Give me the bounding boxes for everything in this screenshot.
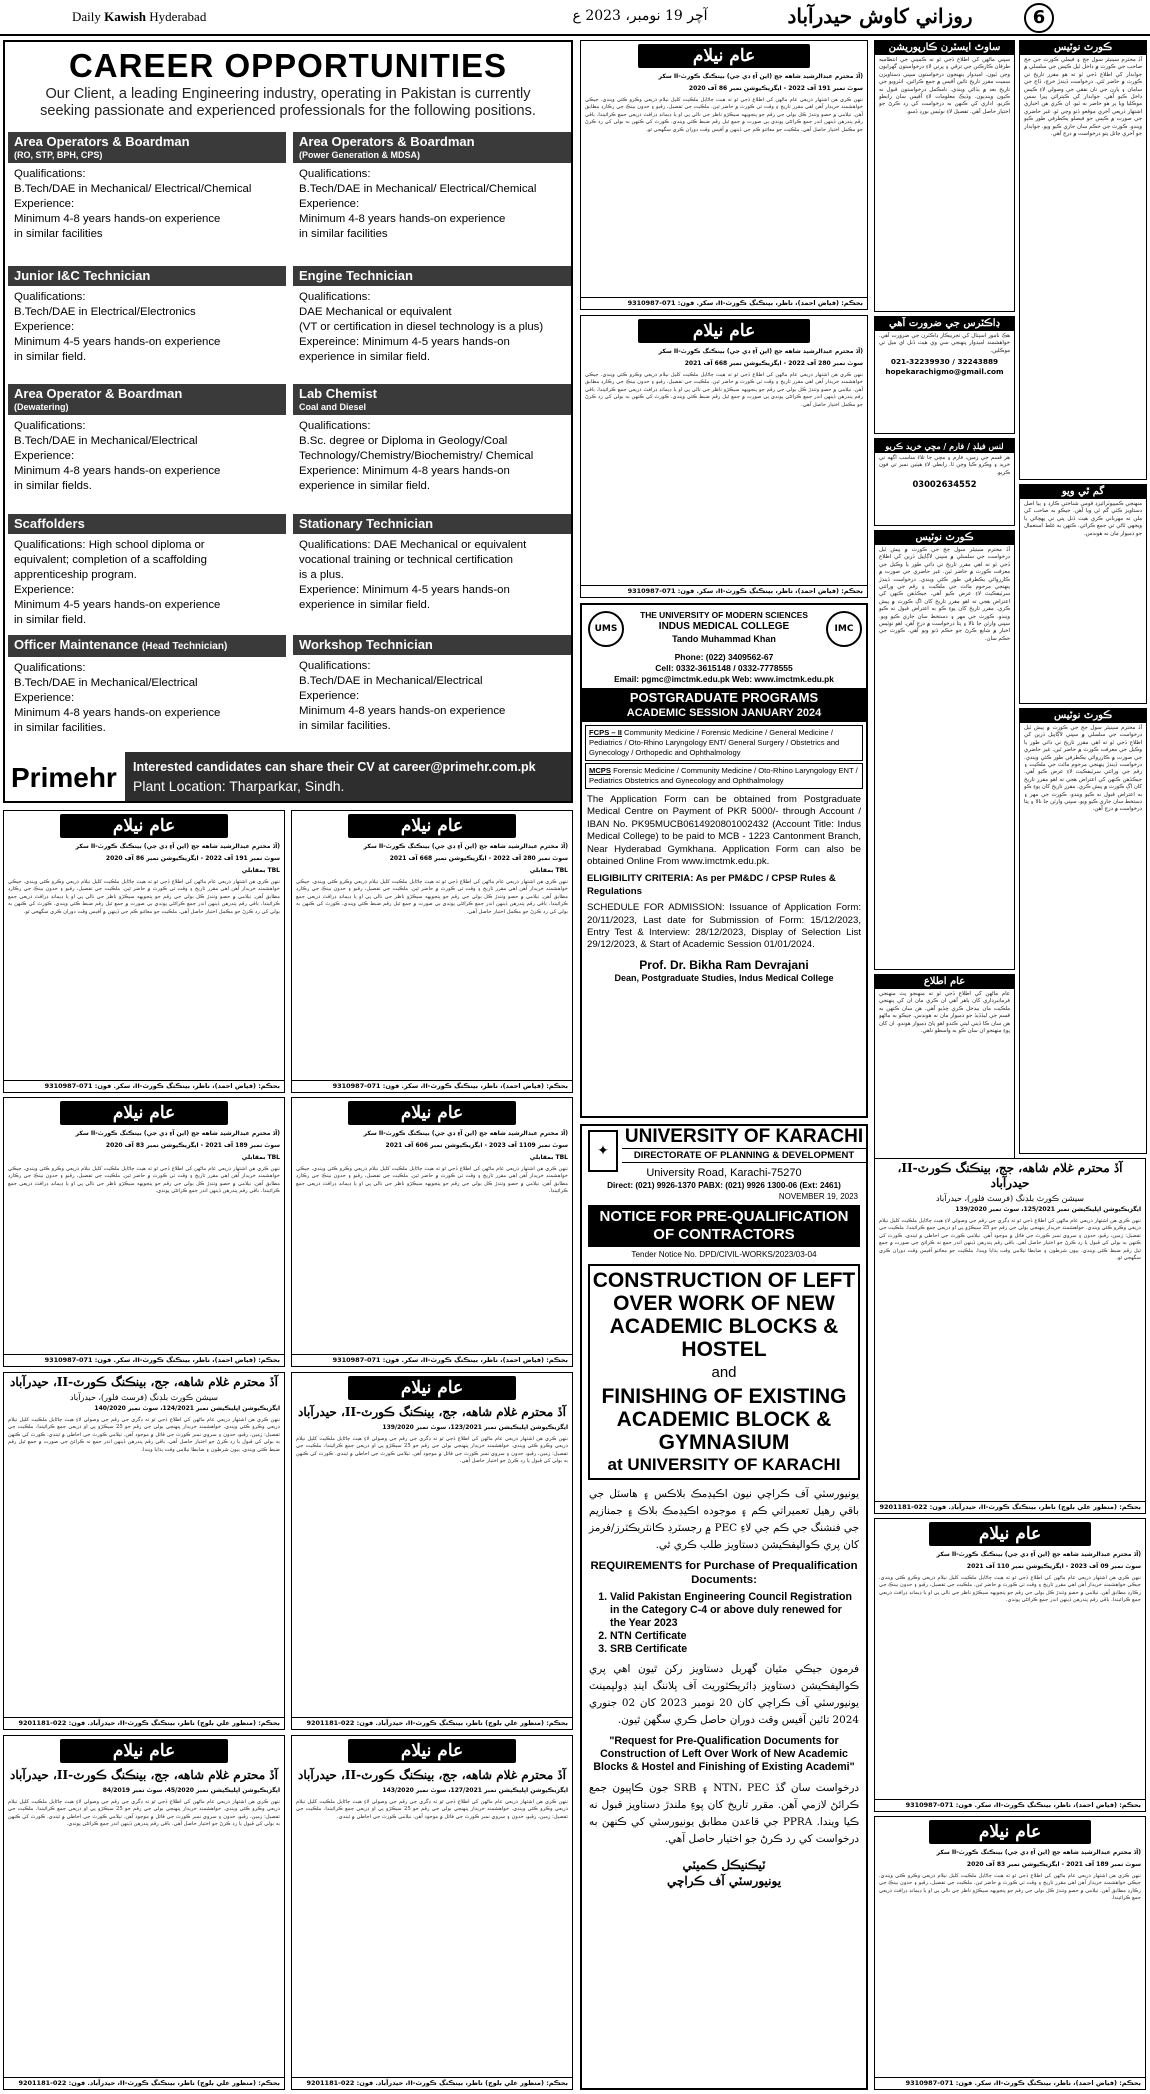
classified-phone: 03002634552 [912,479,977,490]
classified-heading: ڪورٽ نوٽيس [1020,709,1146,723]
classified-heading: عام اطلاع [875,975,1014,989]
auction-notice [580,315,868,598]
uok-work-and: and [711,1364,737,1381]
auction-footer: بحڪم: (فياض احمد)، ناظر، بينڪنگ ڪورٽ-II، سکر. فون: 071-9310987 [581,297,867,309]
job-title: Stationary Technician [293,514,571,534]
imc-crest-icon: IMC [826,611,862,647]
auction-heading: عام نيلام [929,1820,1091,1844]
job-card [293,635,571,738]
job-body: Qualifications: B.Tech/DAE in Mechanical/ Electrical/Chemical Experience: Minimum 4-8 years hands-on experience in similar facilities [299,168,537,240]
uok-req-item: 3. SRB Certificate [610,1643,858,1656]
auction-body: ننهن ڪري هن اشتهار ذريعي عام ماڻهن کي اطلاع ڏجي ٿو ته هيٺ ڄاڻايل ملڪيت کليل نيلام ذريعي وڪرو ڪئي ويندي. جيڪي خواهشمند خريدار آهن اهي مقرر تاريخ ۽ وقت تي ڪورٽ ۾ حاضر ٿين. ملڪيت جي تفصيل، رقبو ۽ حدون بينڪ جي رڪارڊ مطابق آهن. نيلامي ۾ حصو وٺندڙ ڪل بولي جي رقم جو پنجويهه سيڪڙو ناظر جي نالي پي او يا ڊيمانڊ ڊرافٽ ذريعي جمع ڪرائيندا. باقي رقم پندرهن ڏينهن اندر جمع ڪرائڻي پوندي. [879,1575,1141,1604]
job-body: Qualifications: DAE Mechanical or equivalent (VT or certification in diesel technology is a plus) Expereince: Minimum 4-5 years hands-on experience in similar field. [299,291,544,363]
auction-notice [3,1097,285,1367]
auction-body: ننهن ڪري هن اشتهار ذريعي عام ماڻهن کي اطلاع ڏجي ٿو ته هيٺ ڄاڻايل ملڪيت کليل نيلام ذريعي وڪرو ڪئي ويندي. جيڪي خواهشمند خريدار آهن اهي مقرر تاريخ ۽ وقت تي ڪورٽ ۾ حاضر ٿين. ملڪيت جي تفصيل، رقبو ۽ حدون بينڪ جي رڪارڊ مطابق آهن. نيلامي ۾ حصو وٺندڙ ڪل بولي جي رقم جو پنجويهه سيڪڙو ناظر جي نالي پي او يا ڊيمانڊ ڊرافٽ ذريعي جمع ڪرائيندا. باقي رقم پندرهن ڏينهن اندر جمع ڪرائڻي پوندي ٻي صورت ۾ جمع ٿيل رقم ضبط ڪئي ويندي. ڪورٽ کي ڪنهن به بولي کي رد ڪرڻ جو مڪمل اختيار حاصل آهي. ملڪيت جو معائنو ڪم جي ڏينهن ۾ آفيس وقت دوران ڪري سگهجي ٿو. [585,97,863,133]
auction-heading: عام نيلام [348,1739,516,1763]
uok-req-list [582,1589,866,1658]
classified-body: آڏ محترم سينيئر سول جج جي ڪورٽ ۾ پيش ٿيل درخواست جي سلسلي ۾ سڀني لاڳاپيل ڌرين کي اطلاع ڏجي ٿو ته اهي مقرر تاريخ تي ذاتي طور يا وڪيل جي معرفت ڪورٽ ۾ حاضر ٿين. غير حاضري جي صورت ۾ ڪارروائي يڪطرفي طور ڪئي ويندي. درخواست ڏيندڙ پنهنجي مرحوم مائٽ جي ملڪيت ۽ رقم جي وراثتي سرٽيفڪيٽ لاءِ عرض ڪيو آهي. جيڪڏهن ڪنهن کي اعتراض هجي ته اهو مقرر تاريخ کان اڳ ڪورٽ ۾ پيش ڪري. مقرر تاريخ کان پوءِ ڪو به اعتراض قبول نه ڪيو ويندو. ڪورٽ جي مهر ۽ دستخط سان جاري ڪيو ويو. سڀني وارثن جا نالا ۽ پتا درخواست ۾ درج آهن. [1024,725,1142,813]
career-intro: Our Client, a leading Engineering industry, operating in Pakistan is currently seeking passionate and experienced professionals for the following positions. [40,86,536,119]
masthead-daily: Daily [72,9,101,24]
uok-date: NOVEMBER 19, 2023 [778,1192,858,1201]
auction-footer: بحڪم: (منظور علي بلوچ) ناظر، بينڪنگ ڪورٽ-II، حيدرآباد. فون: 022-9201181 [292,2077,572,2089]
classified-body: آڏ محترم سينيئر سول جج جي ڪورٽ ۾ پيش ٿيل درخواست جي سلسلي ۾ سڀني لاڳاپيل ڌرين کي اطلاع ڏجي ٿو ته اهي مقرر تاريخ تي ذاتي طور يا وڪيل جي معرفت ڪورٽ ۾ حاضر ٿين. غير حاضري جي صورت ۾ ڪارروائي يڪطرفي طور ڪئي ويندي. درخواست ڏيندڙ پنهنجي مرحوم مائٽ جي ملڪيت ۽ رقم جي وراثتي سرٽيفڪيٽ لاءِ عرض ڪيو آهي. جيڪڏهن ڪنهن کي اعتراض هجي ته اهو مقرر تاريخ کان اڳ ڪورٽ ۾ پيش ڪري. مقرر تاريخ کان پوءِ ڪو به اعتراض قبول نه ڪيو ويندو. ڪورٽ جي مهر ۽ دستخط سان جاري ڪيو ويو. سڀني وارثن جا نالا ۽ پتا درخواست ۾ درج آهن. اهو نوٽيس اخبار ۾ شايع ڪرڻ جو حڪم ڏنو ويو آهي. ڪورٽ جي حڪم سان. [879,547,1010,642]
auction-body: ننهن ڪري هن اشتهار ذريعي عام ماڻهن کي اطلاع ڏجي ٿو ته هيٺ ڄاڻايل ملڪيت کليل نيلام ذريعي وڪرو ڪئي ويندي. جيڪي خواهشمند خريدار آهن اهي مقرر تاريخ ۽ وقت تي ڪورٽ ۾ حاضر ٿين. ملڪيت جي تفصيل، رقبو ۽ حدون بينڪ جي رڪارڊ مطابق آهن. نيلامي ۾ حصو وٺندڙ ڪل بولي جي رقم جو پنجويهه سيڪڙو ناظر جي نالي پي او يا ڊيمانڊ ڊرافٽ ذريعي جمع ڪرائيندا. [296,1166,568,1195]
auction-notice [291,1372,573,1730]
job-title: Engine Technician [293,266,571,286]
classified-notice [874,40,1015,312]
auction-court: آڏ محترم غلام شاهه، جج، بينڪنگ ڪورٽ-II، حيدرآباد [10,1375,278,1389]
auction-court: آڏ محترم غلام شاهه، جج، بينڪنگ ڪورٽ-II، حيدرآباد [298,1405,566,1419]
uok-tender: Tender Notice No. DPD/CIVIL-WORKS/2023/03-04 [631,1250,817,1259]
job-body: Qualifications: B.Tech/DAE in Electrical/Electronics Experience: Minimum 4-5 years hands-on experience in similar field. [14,291,221,363]
auction-suit: ايگزيڪيوشن اپليڪيشن نمبر 45/2020، سوٽ نمبر 84/2019 [102,1787,280,1794]
classified-heading: ساوٿ ايسٽرن ڪارپوريشن [875,41,1014,55]
imc-phone: Phone: (022) 3409562-67 [674,652,774,662]
imc-body: The Application Form can be obtained from Postgraduate Medical Centre on Payment of PKR 5000/- through Account / IBAN No. PK95MUCB0614920801002432 (Account Title: Indus Medical College) to be paid to MCB - 1223 Cantonment Branch, Near Hyderabad Gymkhana. Application Form can also be obtained Online From www.imctmk.edu.pk. [587,794,861,868]
job-card [293,132,571,246]
auction-footer: بحڪم: (فياض احمد)، ناظر، بينڪنگ ڪورٽ-II، سکر. فون: 071-9310987 [875,2077,1145,2089]
uok-quote: "Request for Pre-Qualification Documents for Construction of Left Over Work of New Academic Blocks & Hostel and Finishing of Existing Academi" [593,1735,855,1773]
classified-heading: لنس فيلڊ / فارم / مڇي خريد ڪريو [875,439,1014,453]
auction-footer: بحڪم: (فياض احمد)، ناظر، بينڪنگ ڪورٽ-II، سکر. فون: 071-9310987 [875,1799,1145,1811]
auction-suit: سوٽ نمبر 1109 آف 2023 - ايگزيڪيوشن نمبر 606 آف 2021 [385,1142,568,1149]
job-title: Lab Chemist Coal and Diesel [293,384,571,415]
auction-notice [874,1158,1146,1514]
auction-court: آڏ محترم غلام شاهه، جج، بينڪنگ ڪورٽ-II، حيدرآباد [897,1161,1123,1190]
auction-notice [3,810,285,1093]
auction-notice [291,1097,573,1367]
imc-signatory: Prof. Dr. Bikha Ram Devrajani [639,957,809,972]
classified-email: hopekarachigmo@gmail.com [885,367,1004,377]
classified-body: هڪ نامور اسپتال کي تجربيڪار ڊاڪٽرن جي ضرورت آهي. خواهشمند اميدوار پنهنجي سي وي هيٺ ڏنل اي ميل تي موڪلين. [879,333,1010,354]
job-card [8,635,286,740]
uok-sindhi-terms: درخواست سان گڏ NTN، PEC ۽ SRB جون ڪاپيون جمع ڪرائڻ لازمي آهن. مقرر تاريخ کان پوءِ ملندڙ دستاويز قبول نه ڪيا ويندا. PPRA جي قاعدن مطابق يونيورسٽي کي ڪنهن به درخواست کي رد ڪرڻ جو اختيار حاصل آهي. [589,1782,859,1845]
auction-body: ننهن ڪري هن اشتهار ذريعي عام ماڻهن کي اطلاع ڏجي ٿو ته هيٺ ڄاڻايل ملڪيت کليل نيلام ذريعي وڪرو ڪئي ويندي. جيڪي خواهشمند خريدار آهن اهي مقرر تاريخ ۽ وقت تي ڪورٽ ۾ حاضر ٿين. ملڪيت جي تفصيل، رقبو ۽ حدون بينڪ جي رڪارڊ مطابق آهن. نيلامي ۾ حصو وٺندڙ ڪل بولي جي رقم جو پنجويهه سيڪڙو ناظر جي نالي پي او يا ڊيمانڊ ڊرافٽ ذريعي جمع ڪرائيندا. باقي رقم پندرهن ڏينهن اندر جمع ڪرائڻي پوندي. [8,1166,280,1195]
job-title: Scaffolders [8,514,286,534]
job-title: Junior I&C Technician [8,266,286,286]
auction-body: ننهن ڪري هن اشتهار ذريعي عام ماڻهن کي اطلاع ڏجي ٿو ته ڊگري جي رقم جي وصولي لاءِ هيٺ ڄاڻايل ملڪيت کليل نيلام ذريعي وڪرو ڪئي ويندي. خواهشمند خريدار پنهنجي بولي جي رقم جو 25 سيڪڙو پي او ذريعي جمع ڪرائيندا. ملڪيت جي تفصيل: زمين، رقبو، حدون ۽ سروي نمبر ڪورٽ جي فائل ۾ موجود آهن. نيلامي ڪورٽ جي احاطي ۾ ٿيندي. [296,1799,568,1820]
auction-suit: سوٽ نمبر 189 آف 2021 - ايگزيڪيوشن نمبر 83 آف 2020 [966,1861,1141,1868]
auction-bank: TBL بمقابلي [241,1154,280,1161]
imc-fcps: FCPS – II Community Medicine / Forensic Medicine / General Medicine / Pediatrics / Oto-Rhino Laryngology ENT/ General Surgery / Obstetrics and Gynecology / Orthopedic and Ophthalmology [585,725,863,761]
auction-heading: عام نيلام [348,1101,516,1125]
job-card [293,514,571,617]
auction-footer: بحڪم: (منظور علي بلوچ) ناظر، بينڪنگ ڪورٽ-II، حيدرآباد. فون: 022-9201181 [292,1717,572,1729]
masthead-paper-name: روزاني كاوش حيدرآباد [787,4,973,28]
auction-heading: عام نيلام [60,1739,228,1763]
auction-footer: بحڪم: (فياض احمد)، ناظر، بينڪنگ ڪورٽ-II، سکر. فون: 071-9310987 [4,1354,284,1366]
auction-court: (آڏ محترم عبدالرشيد شاهه جج (اين آءِ ڊي جي) بينڪنگ ڪورٽ-II سکر [658,348,863,355]
job-body: Qualifications: B.Tech/DAE in Mechanical/ Electrical/Chemical Experience: Minimum 4-8 years hands-on experience in similar facilities [14,168,252,240]
job-body: Qualifications: B.Tech/DAE in Mechanical/Electrical Experience: Minimum 4-8 years hands-on experience in similar facilities. [14,662,221,734]
uok-req-item: 2. NTN Certificate [610,1630,858,1643]
job-body: Qualifications: B.Tech/DAE in Mechanical/Electrical Experience: Minimum 4-8 years hands-on experience in similar fields. [14,420,221,492]
imc-college: INDUS MEDICAL COLLEGE [658,621,790,632]
job-title: Officer Maintenance (Head Technician) [8,635,286,657]
page-number: 6 [1024,3,1054,33]
auction-heading: عام نيلام [929,1522,1091,1546]
auction-notice [874,1518,1146,1812]
auction-suit: ايگزيڪيوشن اپليڪيشن نمبر 125/2021، سوٽ نمبر 139/2020 [955,1206,1141,1213]
classified-heading: ڪورٽ نوٽيس [875,531,1014,545]
imc-place: Tando Muhammad Khan [672,634,776,644]
job-title: Area Operator & Boardman (Dewatering) [8,384,286,415]
auction-footer: بحڪم: (منظور علي بلوچ) ناظر، بينڪنگ ڪورٽ-II، حيدرآباد. فون: 022-9201181 [4,1717,284,1729]
job-card [293,384,571,498]
auction-suit: سوٽ نمبر 191 آف 2022 - ايگزيڪيوشن نمبر 86 آف 2020 [688,85,863,92]
job-card [8,266,286,369]
job-card [8,514,286,632]
classified-body: هر قسم جي زمين، فارم ۽ مڇي جا تلاءَ مناسب اگهه تي خريد ۽ وڪرو ڪيا وڃن ٿا. رابطي لاءِ هيٺين نمبر تي فون ڪريو. [879,455,1010,476]
job-card [8,132,286,246]
masthead-date: آچر 19 نومبر، 2023 ع [572,8,708,24]
auction-footer: بحڪم: (فياض احمد)، ناظر، بينڪنگ ڪورٽ-II، سکر. فون: 071-9310987 [292,1354,572,1366]
auction-suit: ايگزيڪيوشن اپليڪيشن نمبر 123/2021، سوٽ نمبر 139/2020 [382,1424,568,1431]
auction-body: ننهن ڪري هن اشتهار ذريعي عام ماڻهن کي اطلاع ڏجي ٿو ته هيٺ ڄاڻايل ملڪيت کليل نيلام ذريعي وڪرو ڪئي ويندي. جيڪي خواهشمند خريدار آهن اهي مقرر تاريخ ۽ وقت تي ڪورٽ ۾ حاضر ٿين. ملڪيت جي تفصيل، رقبو ۽ حدون بينڪ جي رڪارڊ مطابق آهن. نيلامي ۾ حصو وٺندڙ ڪل بولي جي رقم جو پنجويهه سيڪڙو ناظر جي نالي پي او يا ڊيمانڊ ڊرافٽ ذريعي جمع ڪرائيندا. باقي رقم پندرهن ڏينهن اندر جمع ڪرائڻي پوندي ٻي صورت ۾ جمع ٿيل رقم ضبط ڪئي ويندي. ڪورٽ کي ڪنهن به بولي کي رد ڪرڻ جو مڪمل اختيار حاصل آهي. ملڪيت جو معائنو ڪم جي ڏينهن ۾ آفيس وقت دوران ڪري سگهجي ٿو. [8,879,280,915]
career-ad [3,40,573,803]
classified-notice [874,316,1015,434]
career-cv: Interested candidates can share their CV at career@primehr.com.pk [133,760,536,774]
job-body: Qualifications: B.Tech/DAE in Mechanical/Electrical Experience: Minimum 4-8 years hands-on experience in similar facilities. [299,660,506,732]
auction-body: ننهن ڪري هن اشتهار ذريعي عام ماڻهن کي اطلاع ڏجي ٿو ته ڊگري جي رقم جي وصولي لاءِ هيٺ ڄاڻايل ملڪيت کليل نيلام ذريعي وڪرو ڪئي ويندي. خواهشمند خريدار پنهنجي بولي جي رقم جو 25 سيڪڙو پي او ذريعي جمع ڪرائيندا. ملڪيت جي تفصيل: زمين، رقبو، حدون ۽ سروي نمبر ڪورٽ جي فائل ۾ موجود آهن. نيلامي ڪورٽ جي احاطي ۾ ٿيندي. ڪورٽ کي ڪنهن به بولي کي قبول يا رد ڪرڻ جو اختيار حاصل آهي. باقي رقم پندرهن ڏينهن اندر جمع نه ڪرائڻ جي صورت ۾ جمع ٿيل رقم ضبط ڪئي ويندي. ٻيون شرطون ۽ ضابطا نيلامي وقت ٻڌايا ويندا. [8,1417,280,1453]
auction-court: (آڏ محترم عبدالرشيد شاهه جج (اين آءِ ڊي جي) بينڪنگ ڪورٽ-II سکر [363,1130,568,1137]
auction-heading: عام نيلام [638,44,810,68]
auction-suit: سوٽ نمبر 280 آف 2022 - ايگزيڪيوشن نمبر 668 آف 2021 [684,360,863,367]
auction-suit: ايگزيڪيوشن اپليڪيشن نمبر 127/2021، سوٽ نمبر 143/2020 [382,1787,568,1794]
auction-suit: ايگزيڪيوشن اپليڪيشن نمبر 124/2021، سوٽ نمبر 140/2020 [94,1405,280,1412]
uok-sindhi-purchase: فرمون جيڪي مٿيان گهربل دستاويز رکن ٿيون اهي پري ڪواليفڪيشن دستاويز ڊائريڪٽوريٽ آف پلاننگ اينڊ ڊولپمينٽ يونيورسٽي آف ڪراچي کان 20 نومبر 2023 کان 02 جنوري 2024 تائين آفيس وقت دوران حاصل ڪري سگهن ٿيون. [589,1663,859,1726]
classified-heading: ڊاڪٽرس جي ضرورت آهي [875,317,1014,331]
imc-eligibility: ELIGIBILITY CRITERIA: As per PM&DC / CPSP Rules & Regulations [587,873,836,897]
imc-schedule: SCHEDULE FOR ADMISSION: Issuance of Application Form: 20/11/2023, Last date for Submission of Form: 15/12/2023, Entry Test & Interview: 28/12/2023, Display of Selection List 29/12/2023, & Start of Academic Session 01/01/2024. [587,902,861,951]
auction-court: (آڏ محترم عبدالرشيد شاهه جج (اين آءِ ڊي جي) بينڪنگ ڪورٽ-II سکر [75,1130,280,1137]
classified-notice [1019,708,1147,1154]
auction-heading: عام نيلام [638,319,810,343]
job-card [293,266,571,369]
uok-req-title: REQUIREMENTS for Purchase of Prequalification Documents: [590,1560,858,1586]
auction-court: آڏ محترم غلام شاهه، جج، بينڪنگ ڪورٽ-II، حيدرآباد [10,1768,278,1782]
job-title: Area Operators & Boardman (RO, STP, BPH, CPS) [8,132,286,163]
imc-mcps: MCPS Forensic Medicine / Community Medicine / Oto-Rhino Laryngology ENT / Pediatrics Obstetrics and Gynecology and Ophthalmology [585,763,863,789]
imc-ad [580,603,868,1118]
uok-address: University Road, Karachi-75270 [646,1167,802,1179]
auction-suit: سوٽ نمبر 280 آف 2022 - ايگزيڪيوشن نمبر 668 آف 2021 [389,855,568,862]
auction-footer: بحڪم: (منظور علي بلوچ) ناظر، بينڪنگ ڪورٽ-II، حيدرآباد. فون: 022-9201181 [4,2077,284,2089]
masthead [0,0,1150,36]
classified-phone: 021-32239930 / 32243889 [890,357,999,367]
auction-body: ننهن ڪري هن اشتهار ذريعي عام ماڻهن کي اطلاع ڏجي ٿو ته هيٺ ڄاڻايل ملڪيت کليل نيلام ذريعي وڪرو ڪئي ويندي. جيڪي خواهشمند خريدار آهن اهي مقرر تاريخ ۽ وقت تي ڪورٽ ۾ حاضر ٿين. ملڪيت جي تفصيل، رقبو ۽ حدون بينڪ جي رڪارڊ مطابق آهن. نيلامي ۾ حصو وٺندڙ ڪل بولي جي رقم جو پنجويهه سيڪڙو ناظر جي نالي پي او يا ڊيمانڊ ڊرافٽ ذريعي جمع ڪرائيندا. باقي رقم پندرهن ڏينهن اندر جمع ڪرائڻي پوندي ٻي صورت ۾ جمع ٿيل رقم ضبط ڪئي ويندي. ڪورٽ کي ڪنهن به بولي کي رد ڪرڻ جو مڪمل اختيار حاصل آهي. [296,879,568,915]
uok-work-box [588,1264,860,1480]
auction-body: ننهن ڪري هن اشتهار ذريعي عام ماڻهن کي اطلاع ڏجي ٿو ته ڊگري جي رقم جي وصولي لاءِ هيٺ ڄاڻايل ملڪيت کليل نيلام ذريعي وڪرو ڪئي ويندي. خواهشمند خريدار پنهنجي بولي جي رقم جو 25 سيڪڙو پي او ذريعي جمع ڪرائيندا. ملڪيت جي تفصيل: زمين، رقبو، حدون ۽ سروي نمبر ڪورٽ جي فائل ۾ موجود آهن. نيلامي ڪورٽ جي احاطي ۾ ٿيندي. ڪورٽ کي ڪنهن به بولي کي قبول يا رد ڪرڻ جو اختيار حاصل آهي. باقي رقم پندرهن ڏينهن اندر جمع نه ڪرائڻ جي صورت ۾ جمع ٿيل رقم ضبط ڪئي ويندي. ٻيون شرطون ۽ ضابطا نيلامي وقت ٻڌايا ويندا. ملڪيت جو معائنو آفيس وقت دوران ڪري سگهجي ٿو. [879,1218,1142,1262]
auction-court: (آڏ محترم عبدالرشيد شاهه جج (اين آءِ ڊي جي) بينڪنگ ڪورٽ-II سکر [936,1551,1141,1558]
imc-email: Email: pgmc@imctmk.edu.pk Web: www.imctmk.edu.pk [614,674,834,684]
auction-court-building: سيشن ڪورٽ بلڊنگ (فرسٽ فلور)، حيدرآباد [70,1393,218,1402]
auction-footer: بحڪم: (منظور علي بلوچ) ناظر، بينڪنگ ڪورٽ-II، حيدرآباد. فون: 022-9201181 [875,1501,1145,1513]
job-title: Workshop Technician [293,635,571,655]
classified-body: سڀني ماڻهن کي اطلاع ڏجي ٿو ته ڪمپني جي انتظاميه طرفان ڪارڪنن جي ترقي ۽ ڀرتي لاءِ درخواستون گهرايون وڃن ٿيون. اميدوار پنهنجون درخواستون سڀني دستاويزن سميت مقرر تاريخ تائين آفيس ۾ جمع ڪرائين. انٽرويو جي تاريخ بعد ۾ ٻڌائي ويندي. نامڪمل درخواستون قبول نه ڪيون وينديون. وڌيڪ معلومات لاءِ آفيس سان رابطو ڪريو. اداري کي ڪنهن به درخواست کي رد ڪرڻ جو اختيار حاصل آهي. تفصيل لاءِ نوٽيس بورڊ ڏسو. [879,57,1010,115]
career-title: CAREER OPPORTUNITIES [68,47,508,84]
job-body: Qualifications: DAE Mechanical or equivalent vocational training or technical certification is a plus. Experience: Minimum 4-5 years hands-on experience in similar field. [299,539,527,611]
auction-court: (آڏ محترم عبدالرشيد شاهه جج (اين آءِ ڊي جي) بينڪنگ ڪورٽ-II سکر [363,843,568,850]
masthead-city: Hyderabad [149,9,207,24]
uok-name: UNIVERSITY OF KARACHI [624,1126,864,1147]
classified-heading: گم ٿي ويو [1020,485,1146,499]
imc-programs: POSTGRADUATE PROGRAMS [629,690,819,705]
classified-heading: ڪورٽ نوٽيس [1020,41,1146,55]
auction-notice [874,1816,1146,2090]
auction-court: آڏ محترم غلام شاهه، جج، بينڪنگ ڪورٽ-II، حيدرآباد [298,1768,566,1782]
auction-court: (آڏ محترم عبدالرشيد شاهه جج (اين آءِ ڊي جي) بينڪنگ ڪورٽ-II سکر [75,843,280,850]
masthead-left [72,9,206,25]
career-footer [5,752,571,803]
auction-heading: عام نيلام [348,814,516,838]
masthead-kawish: Kawish [104,9,147,24]
uok-direct: Direct: (021) 9926-1370 PABX: (021) 9926 1300-06 (Ext: 2461) [607,1181,841,1190]
uok-notice: NOTICE FOR PRE-QUALIFICATION OF CONTRACTORS [588,1205,860,1247]
job-card [8,384,286,498]
uok-directorate: DIRECTORATE OF PLANNING & DEVELOPMENT [622,1148,866,1163]
auction-notice [580,40,868,310]
auction-suit: سوٽ نمبر 189 آف 2021 - ايگزيڪيوشن نمبر 83 آف 2020 [105,1142,280,1149]
imc-session: ACADEMIC SESSION JANUARY 2024 [626,707,822,719]
uok-logo-icon: ✦ [588,1130,618,1172]
uok-ad [580,1124,868,2090]
imc-logo-icon: UMS [588,611,624,647]
auction-court-building: سيشن ڪورٽ بلڊنگ (فرسٽ فلور)، حيدرآباد [936,1194,1084,1203]
auction-bank: TBL بمقابلي [529,867,568,874]
auction-bank: TBL بمقابلي [241,867,280,874]
job-title: Area Operators & Boardman (Power Generation & MDSA) [293,132,571,163]
classified-body: عام ماڻهن کي اطلاع ڏجي ٿو ته منهنجو پٽ منهنجي فرمانبرداري کان ٻاهر آهي ان ڪري مان ان کي پنهنجي ملڪيت مان بيدخل ڪري ڇڏيو آهي. هن سان ڪنهن به قسم جي ليڏڏيڏ جو ذميوار مان نه هوندس. جيڪو به ماڻهو هن سان ڪا ڏيتي ليتي ڪندو اهو پاڻ ذميوار هوندو. ان کان پوءِ منهنجو ان سان ڪو به واسطو ناهي. [879,991,1010,1035]
job-body: Qualifications: High school diploma or equivalent; completion of a scaffolding apprenticeship program. Experience: Minimum 4-5 years hands-on experience in similar field. [14,539,221,626]
auction-body: ننهن ڪري هن اشتهار ذريعي عام ماڻهن کي اطلاع ڏجي ٿو ته هيٺ ڄاڻايل ملڪيت کليل نيلام ذريعي وڪرو ڪئي ويندي. جيڪي خواهشمند خريدار آهن اهي مقرر تاريخ ۽ وقت تي ڪورٽ ۾ حاضر ٿين. ملڪيت جي تفصيل، رقبو ۽ حدون بينڪ جي رڪارڊ مطابق آهن. نيلامي ۾ حصو وٺندڙ ڪل بولي جي رقم جو پنجويهه سيڪڙو ناظر جي نالي پي او يا ڊيمانڊ ڊرافٽ ذريعي جمع ڪرائيندا. باقي رقم پندرهن ڏينهن اندر جمع ڪرائڻي پوندي ٻي صورت ۾ جمع ٿيل رقم ضبط ڪئي ويندي. ڪورٽ کي ڪنهن به بولي کي رد ڪرڻ جو مڪمل اختيار حاصل آهي. [585,372,863,408]
uok-req-item: 1. Valid Pakistan Engineering Council Registration in the Category C-4 or above duly renewed for the Year 2023 [610,1591,858,1630]
classified-body: آڏ محترم سينيئر سول جج ۽ فيملي ڪورٽ جي جج صاحب جي ڪورٽ ۾ داخل ٿيل ڪيس جي سلسلي ۾ جوابدار کي اطلاع ڏجي ٿو ته هو مقرر تاريخ تي ڪورٽ ۾ حاضر ٿئي. درخواست ڏيندڙ خرچ، ڏاج جي سامان ۽ ٻارن جي نان نفقي جي وصولي لاءِ ڪيس داخل ڪيو آهي. جوابدار کي ڪيترائي ڀيرا سمن موڪليا ويا پر هو حاضر نه ٿيو. ان ڪري هن اخباري اشتهار ذريعي آخري موقعو ڏنو وڃي ٿو. غير حاضري جي صورت ۾ ڪيس جو فيصلو يڪطرفي طور ڪيو ويندو. ڪورٽ جي حڪم سان جاري ڪيو ويو. جوابدار جو آخري ڄاتل پتو درخواست ۾ درج آهي. [1024,57,1142,138]
uok-sindhi-intro: يونيورسٽي آف ڪراچي نيون اڪيڊمڪ بلاڪس ۽ هاسٽل جي باقي رهيل تعميراتي ڪم ۽ موجوده اڪيڊمڪ بلاڪ ۽ جمنازيم جي فنشنگ جي ڪم جي لاءِ PEC ۾ رجسٽرڊ ڪانٽريڪٽرز/فرمز کان پري ڪواليفڪيشن دستاويز طلب ڪري ٿي. [589,1488,860,1551]
classified-notice [874,438,1015,526]
auction-body: ننهن ڪري هن اشتهار ذريعي عام ماڻهن کي اطلاع ڏجي ٿو ته ڊگري جي رقم جي وصولي لاءِ هيٺ ڄاڻايل ملڪيت کليل نيلام ذريعي وڪرو ڪئي ويندي. خواهشمند خريدار پنهنجي بولي جي رقم جو 25 سيڪڙو پي او ذريعي جمع ڪرائيندا. ملڪيت جي تفصيل: زمين، رقبو، حدون ۽ سروي نمبر ڪورٽ جي فائل ۾ موجود آهن. نيلامي ڪورٽ جي احاطي ۾ ٿيندي. ڪورٽ کي ڪنهن به بولي کي قبول يا رد ڪرڻ جو اختيار حاصل آهي. [296,1436,568,1465]
uok-work-1: CONSTRUCTION OF LEFT OVER WORK OF NEW ACADEMIC BLOCKS & HOSTEL [592,1269,856,1361]
uok-work-3: FINISHING OF EXISTING ACADEMIC BLOCK & GYMNASIUM [601,1385,847,1454]
imc-university: THE UNIVERSITY OF MODERN SCIENCES [640,610,808,620]
auction-body: ننهن ڪري هن اشتهار ذريعي عام ماڻهن کي اطلاع ڏجي ٿو ته هيٺ ڄاڻايل ملڪيت کليل نيلام ذريعي وڪرو ڪئي ويندي. جيڪي خواهشمند خريدار آهن اهي مقرر تاريخ ۽ وقت تي ڪورٽ ۾ حاضر ٿين. ملڪيت جي تفصيل، رقبو ۽ حدون بينڪ جي رڪارڊ مطابق آهن. نيلامي ۾ حصو وٺندڙ ڪل بولي جي رقم جو پنجويهه سيڪڙو ناظر جي نالي پي او يا ڊيمانڊ ڊرافٽ ذريعي جمع ڪرائيندا. [879,1873,1141,1902]
auction-footer: بحڪم: (فياض احمد)، ناظر، بينڪنگ ڪورٽ-II، سکر. فون: 071-9310987 [4,1080,284,1092]
job-body: Qualifications: B.Sc. degree or Diploma in Geology/Coal Technology/Chemistry/Biochemistry/ Chemical Experience: Minimum 4-8 years hands-on experience in similar field. [299,420,534,492]
auction-notice [291,810,573,1093]
auction-court: (آڏ محترم عبدالرشيد شاهه جج (اين آءِ ڊي جي) بينڪنگ ڪورٽ-II سکر [658,73,863,80]
auction-suit: سوٽ نمبر 191 آف 2022 - ايگزيڪيوشن نمبر 86 آف 2020 [105,855,280,862]
classified-notice [1019,40,1147,480]
career-plant: Plant Location: Tharparkar, Sindh. [133,778,345,794]
uok-sign-2: يونيورسٽي آف ڪراچي [666,1874,782,1888]
auction-footer: بحڪم: (فياض احمد)، ناظر، بينڪنگ ڪورٽ-II، سکر. فون: 071-9310987 [581,585,867,597]
primehr-logo: Primehr [5,752,125,803]
imc-cell: Cell: 0332-3615148 / 0332-7778555 [655,663,793,673]
auction-notice [3,1372,285,1730]
imc-programs-banner [582,688,866,722]
classified-notice [1019,484,1147,704]
auction-heading: عام نيلام [60,814,228,838]
auction-body: ننهن ڪري هن اشتهار ذريعي عام ماڻهن کي اطلاع ڏجي ٿو ته ڊگري جي رقم جي وصولي لاءِ هيٺ ڄاڻايل ملڪيت کليل نيلام ذريعي وڪرو ڪئي ويندي. خواهشمند خريدار پنهنجي بولي جي رقم جو 25 سيڪڙو پي او ذريعي جمع ڪرائيندا. ملڪيت جي تفصيل: زمين، رقبو، حدون ۽ سروي نمبر ڪورٽ جي فائل ۾ موجود آهن. نيلامي ڪورٽ جي احاطي ۾ ٿيندي. ڪورٽ کي ڪنهن به بولي کي قبول يا رد ڪرڻ جو اختيار حاصل آهي. باقي رقم پندرهن ڏينهن اندر جمع ڪرائڻي پوندي. [8,1799,280,1828]
auction-heading: عام نيلام [60,1101,228,1125]
classified-body: منهنجي ڪمپيوٽرائيزڊ قومي شناختي ڪارڊ ۽ ٻيا اصل دستاويز ڪٿي گم ٿي ويا آهن. جيڪو به صاحب کي ملن ته مهرباني ڪري هيٺ ڏنل پتي تي پهچائي يا ويجهي ٿاڻي تي جمع ڪرائي. ڪنهن به غلط استعمال جو ذميوار مان نه هوندس. [1024,501,1142,537]
uok-sign-1: ٽيڪنيڪل ڪميٽي [682,1858,766,1872]
uok-work-4: at UNIVERSITY OF KARACHI [607,1455,841,1474]
auction-footer: بحڪم: (فياض احمد)، ناظر، بينڪنگ ڪورٽ-II، سکر. فون: 071-9310987 [292,1080,572,1092]
auction-suit: سوٽ نمبر 09 آف 2023 - ايگزيڪيوشن نمبر 110 آف 2021 [966,1563,1141,1570]
auction-bank: TBL بمقابلي [529,1154,568,1161]
imc-signatory-title: Dean, Postgraduate Studies, Indus Medical College [614,972,834,983]
classified-notice [874,530,1015,970]
auction-notice [3,1735,285,2090]
auction-heading: عام نيلام [348,1376,516,1400]
auction-notice [291,1735,573,2090]
auction-court: (آڏ محترم عبدالرشيد شاهه جج (اين آءِ ڊي جي) بينڪنگ ڪورٽ-II سکر [936,1849,1141,1856]
